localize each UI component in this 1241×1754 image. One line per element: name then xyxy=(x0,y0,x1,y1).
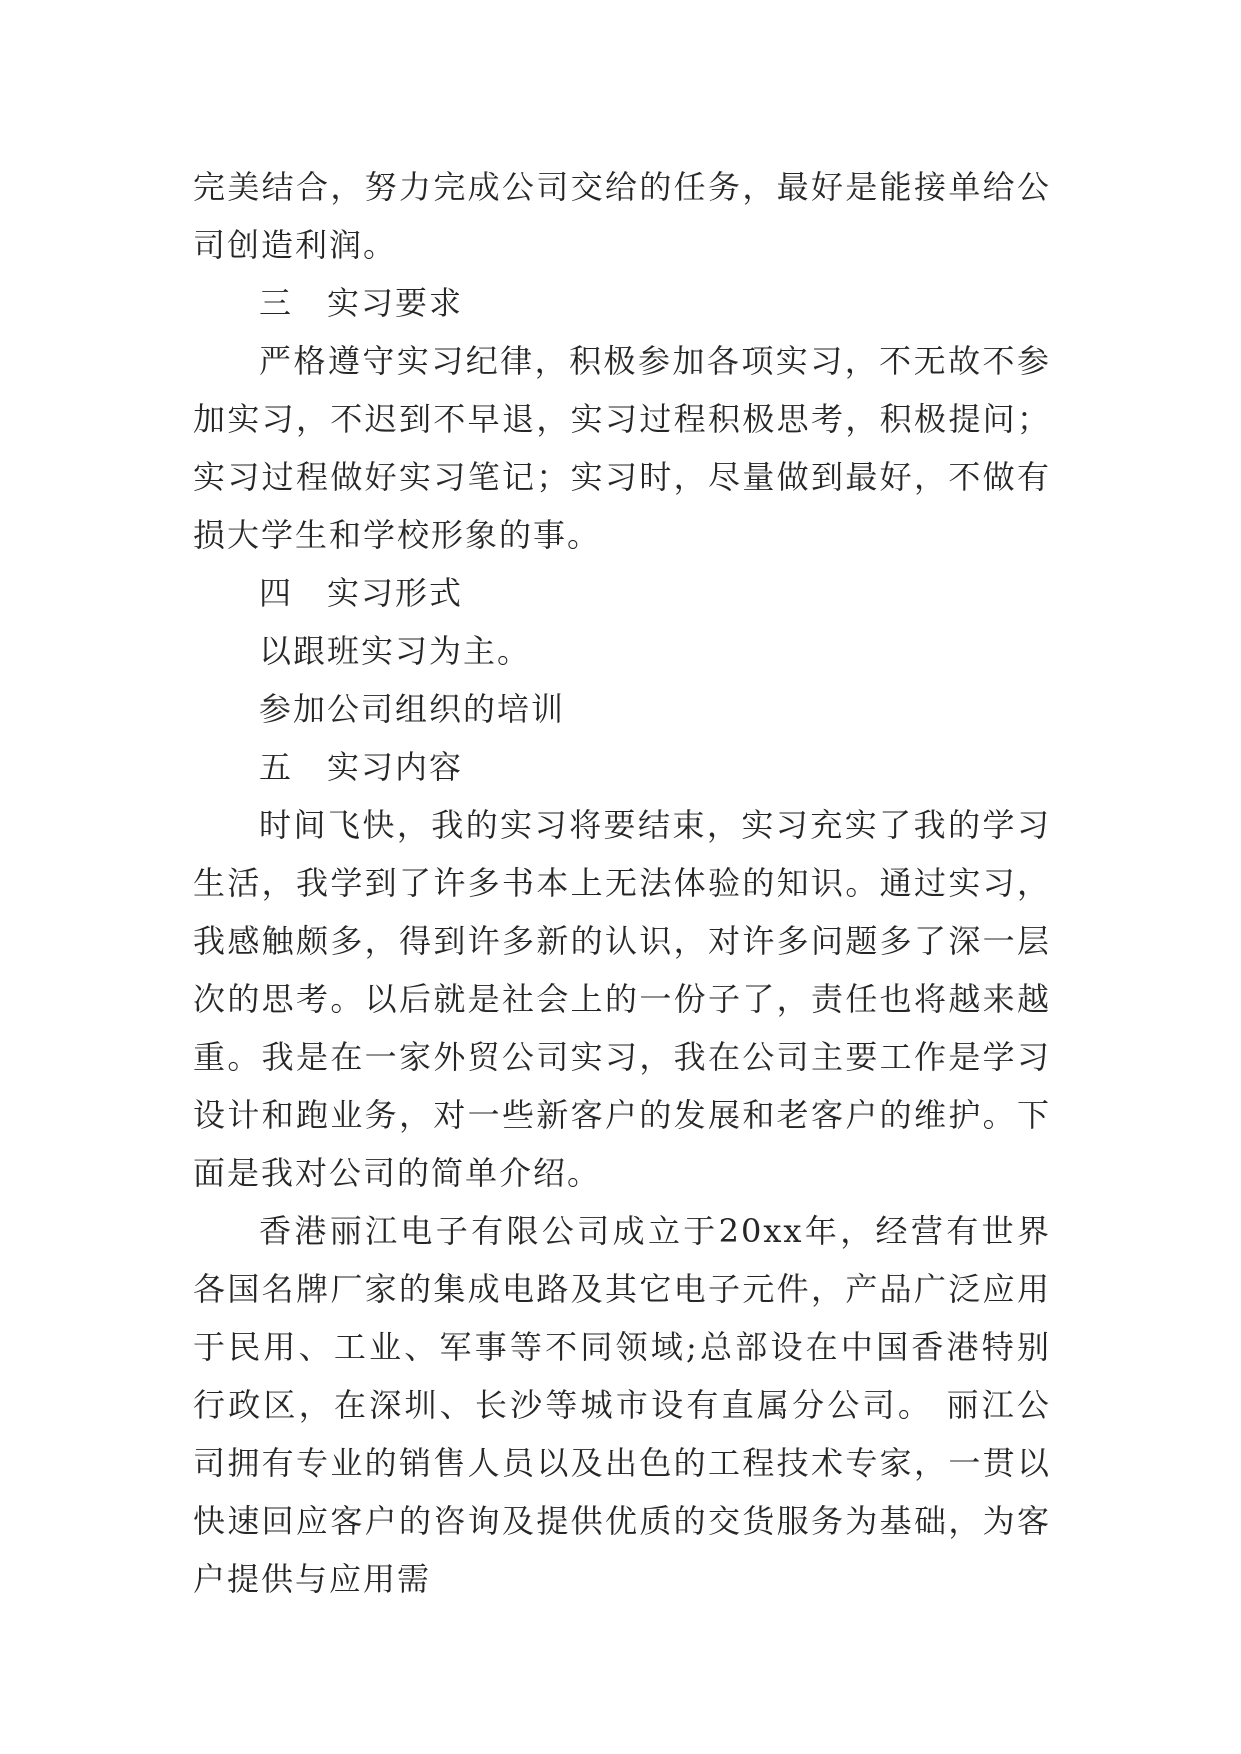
paragraph-requirements: 严格遵守实习纪律，积极参加各项实习，不无故不参加实习，不迟到不早退，实习过程积极思考，积极提问；实习过程做好实习笔记；实习时，尽量做到最好，不做有损大学生和学校形象的事。 xyxy=(193,342,1051,554)
paragraph-format-item-1: 以跟班实习为主。 xyxy=(259,632,532,670)
section-heading-format: 四 实习形式 xyxy=(259,574,464,612)
paragraph-content-intro: 时间飞快，我的实习将要结束，实习充实了我的学习生活，我学到了许多书本上无法体验的知识。通过实习，我感触颇多，得到许多新的认识，对许多问题多了深一层次的思考。以后就是社会上的一份子了，责任也将越来越重。我是在一家外贸公司实习，我在公司主要工作是学习设计和跑业务，对一些新客户的发展和老客户的维护。下面是我对公司的简单介绍。 xyxy=(193,806,1051,1192)
paragraph-company-intro: 香港丽江电子有限公司成立于20xx年，经营有世界各国名牌厂家的集成电路及其它电子元件，产品广泛应用于民用、工业、军事等不同领域;总部设在中国香港特别行政区，在深圳、长沙等城市设有直属分公司。 丽江公司拥有专业的销售人员以及出色的工程技术专家，一贯以快速回应客户的咨询及提供优质的交货服务为基础，为客户提供与应用需 xyxy=(193,1212,1051,1598)
document-body xyxy=(193,158,1051,1608)
section-heading-requirements: 三 实习要求 xyxy=(259,284,464,322)
section-heading-content: 五 实习内容 xyxy=(259,748,464,786)
paragraph-format-item-2: 参加公司组织的培训 xyxy=(259,690,566,728)
paragraph-continuation: 完美结合，努力完成公司交给的任务，最好是能接单给公司创造利润。 xyxy=(193,168,1051,264)
